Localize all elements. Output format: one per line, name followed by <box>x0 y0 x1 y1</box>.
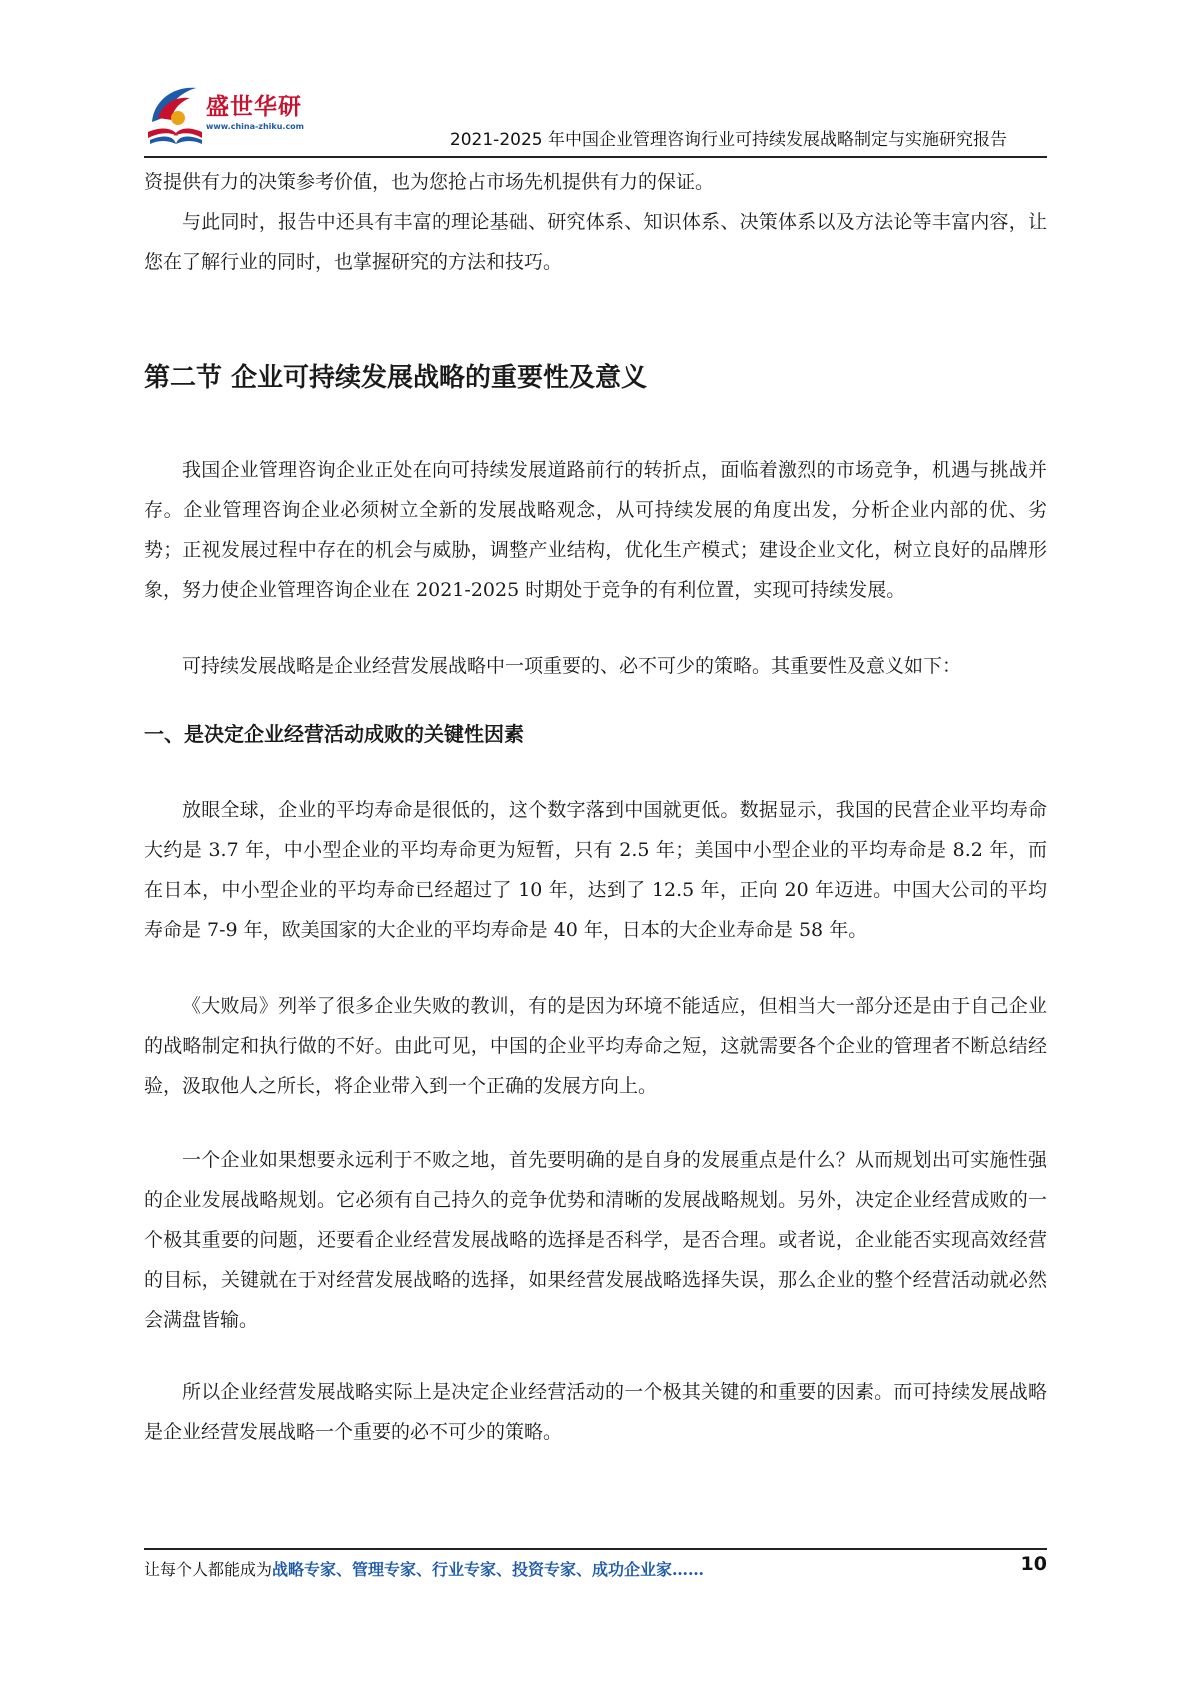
subsection-heading: 一、是决定企业经营活动成败的关键性因素 <box>144 722 524 746</box>
slogan-highlight: 战略专家、管理专家、行业专家、投资专家、成功企业家…… <box>272 1560 705 1579</box>
page-content <box>144 162 1047 1452</box>
paragraph: 可持续发展战略是企业经营发展战略中一项重要的、必不可少的策略。其重要性及意义如下： <box>182 655 962 677</box>
logo-name: 盛世华研 <box>206 94 302 120</box>
footer-slogan <box>144 1557 704 1580</box>
page-header <box>144 78 1047 158</box>
footer-divider <box>144 1548 1047 1550</box>
logo-url: www.china-zhiku.com <box>206 122 305 131</box>
paragraph: 放眼全球，企业的平均寿命是很低的，这个数字落到中国就更低。数据显示，我国的民营企业平均寿命大约是 3.7 年，中小型企业的平均寿命更为短暂，只有 2.5 年；美国中小型企业的平均寿命是 8.2 年，而在日本，中小型企业的平均寿命已经超过了 10 年，达到了 12.5 年，正向 20 年迈进。中国大公司的平均寿命是 7-9 年，欧美国家的大企业的平均寿命是 40 年，日本的大企业寿命是 58 年。 <box>144 799 1047 941</box>
section-heading: 第二节 企业可持续发展战略的重要性及意义 <box>144 363 648 393</box>
slogan-prefix: 让每个人都能成为 <box>144 1560 273 1579</box>
logo-emblem-icon <box>144 82 206 148</box>
company-logo <box>144 82 324 148</box>
paragraph: 我国企业管理咨询企业正处在向可持续发展道路前行的转折点，面临着激烈的市场竞争，机遇与挑战并存。企业管理咨询企业必须树立全新的发展战略观念，从可持续发展的角度出发，分析企业内部的优、劣势；正视发展过程中存在的机会与威胁，调整产业结构，优化生产模式；建设企业文化，树立良好的品牌形象，努力使企业管理咨询企业在 2021-2025 时期处于竞争的有利位置，实现可持续发展。 <box>144 459 1047 601</box>
paragraph: 所以企业经营发展战略实际上是决定企业经营活动的一个极其关键的和重要的因素。而可持续发展战略是企业经营发展战略一个重要的必不可少的策略。 <box>144 1381 1047 1443</box>
paragraph: 与此同时，报告中还具有丰富的理论基础、研究体系、知识体系、决策体系以及方法论等丰富内容，让您在了解行业的同时，也掌握研究的方法和技巧。 <box>144 211 1047 273</box>
paragraph: 《大败局》列举了很多企业失败的教训，有的是因为环境不能适应，但相当大一部分还是由于自己企业的战略制定和执行做的不好。由此可见，中国的企业平均寿命之短，这就需要各个企业的管理者不断总结经验，汲取他人之所长，将企业带入到一个正确的发展方向上。 <box>144 995 1047 1097</box>
page-number: 10 <box>1020 1553 1047 1575</box>
paragraph-continuation: 资提供有力的决策参考价值，也为您抢占市场先机提供有力的保证。 <box>144 171 715 193</box>
document-title: 2021-2025 年中国企业管理咨询行业可持续发展战略制定与实施研究报告 <box>449 130 1007 150</box>
paragraph: 一个企业如果想要永远利于不败之地，首先要明确的是自身的发展重点是什么？从而规划出可实施性强的企业发展战略规划。它必须有自己持久的竞争优势和清晰的发展战略规划。另外，决定企业经营成败的一个极其重要的问题，还要看企业经营发展战略的选择是否科学，是否合理。或者说，企业能否实现高效经营的目标，关键就在于对经营发展战略的选择，如果经营发展战略选择失误，那么企业的整个经营活动就必然会满盘皆输。 <box>144 1149 1047 1331</box>
